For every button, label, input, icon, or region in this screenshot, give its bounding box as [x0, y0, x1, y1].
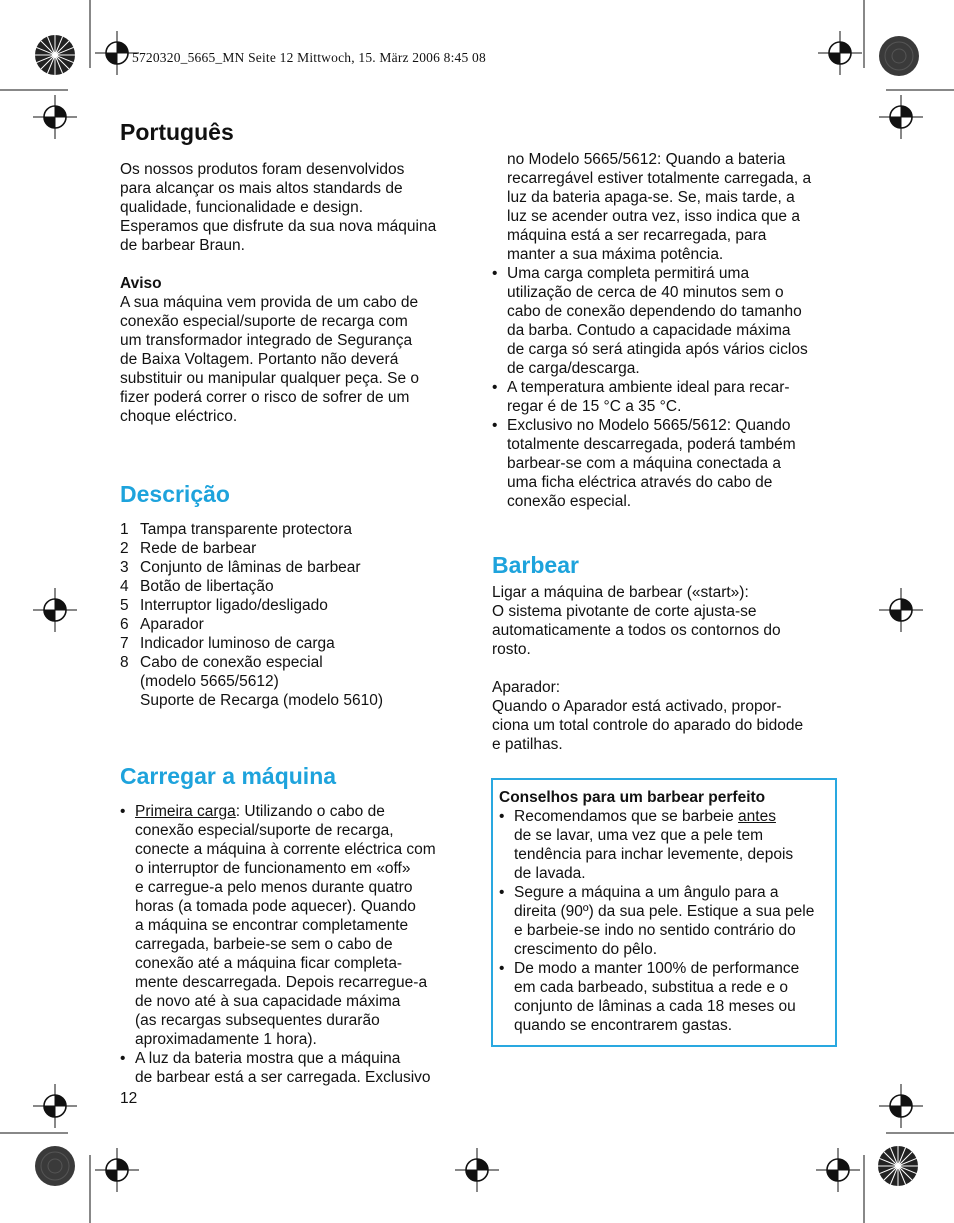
trimmer-line: e patilhas. [492, 736, 563, 753]
trimmer-line: Quando o Aparador está activado, propor- [492, 698, 782, 715]
tip-line: e barbeie-se indo no sentido contrário do [514, 922, 796, 939]
list-item [499, 883, 829, 959]
charging-bullets [120, 802, 465, 1087]
bullet-glyph: • [499, 808, 505, 825]
tip-line: crescimento do pêlo. [514, 941, 658, 958]
item-number: 7 [120, 635, 129, 652]
tip-line: de se lavar, uma vez que a pele tem [514, 827, 764, 844]
list-item [492, 416, 837, 511]
tip-underlined: antes [738, 808, 776, 825]
item-number: 4 [120, 578, 129, 595]
warning-line: conexão especial/suporte de recarga com [120, 313, 408, 330]
tip-line: de lavada. [514, 865, 586, 882]
trimmer-line: ciona um total controle do aparado do bidode [492, 717, 804, 734]
description-title: Descrição [120, 481, 230, 507]
item-text: Rede de barbear [140, 540, 257, 557]
bullet-line: luz se acender outra vez, isso indica que a [507, 208, 800, 225]
bullet-line: aproximadamente 1 hora). [135, 1031, 317, 1048]
bullet-line: regar é de 15 °C a 35 °C. [507, 398, 682, 415]
shaving-line: automaticamente a todos os contornos do [492, 622, 781, 639]
list-item [120, 1049, 465, 1087]
tip-line: quando se encontrarem gastas. [514, 1017, 732, 1034]
charging-title: Carregar a máquina [120, 763, 337, 789]
item-number: 8 [120, 654, 129, 671]
bullet-line: de novo até à sua capacidade máxima [135, 993, 401, 1010]
bullet-line: máquina está a ser recarregada, para [507, 227, 767, 244]
bullet-line: uma ficha eléctrica através do cabo de [507, 474, 773, 491]
bullet-line: conexão especial/suporte de recarga, [135, 822, 394, 839]
bullet-line: a máquina se encontrar completamente [135, 917, 409, 934]
item-text: Aparador [140, 616, 204, 633]
item-number: 6 [120, 616, 129, 633]
bullet-line: conexão até a máquina ficar completa- [135, 955, 403, 972]
bullet-line: mente descarregada. Depois recarregue-a [135, 974, 428, 991]
list-item [120, 634, 465, 653]
trimmer-line: Aparador: [492, 679, 561, 696]
item-text: Tampa transparente protectora [140, 521, 352, 538]
list-item [120, 539, 465, 558]
bullet-glyph: • [499, 884, 505, 901]
list-item [120, 558, 465, 577]
warning-line: substituir ou manipular qualquer peça. Se o [120, 370, 419, 387]
item-number: 5 [120, 597, 129, 614]
bullet-text: : Utilizando o cabo de [235, 803, 385, 820]
bullet-line: Uma carga completa permitirá uma [507, 265, 750, 282]
bullet-line: recarregável estiver totalmente carregada, a [507, 170, 812, 187]
list-item [120, 653, 465, 710]
tip-line: tendência para inchar levemente, depois [514, 846, 794, 863]
item-number: 1 [120, 521, 129, 538]
bullet-glyph: • [499, 960, 505, 977]
bullet-line: luz da bateria apaga-se. Se, mais tarde, a [507, 189, 795, 206]
left-column [120, 118, 465, 1087]
item-text: (modelo 5665/5612) [140, 673, 279, 690]
trimmer-paragraph [492, 678, 837, 754]
bullet-line: A luz da bateria mostra que a máquina [135, 1050, 401, 1067]
list-item [120, 577, 465, 596]
bullet-line: e carregue-a pelo menos durante quatro [135, 879, 413, 896]
list-item [492, 264, 837, 378]
item-text: Indicador luminoso de carga [140, 635, 335, 652]
bullet-line: da barba. Contudo a capacidade máxima [507, 322, 791, 339]
parts-list [120, 520, 465, 710]
language-title: Português [120, 119, 234, 145]
bullet-line: conexão especial. [507, 493, 632, 510]
charging-bullets-cont [492, 264, 837, 511]
item-text: Botão de libertação [140, 578, 274, 595]
bullet-line: (as recargas subsequentes durarão [135, 1012, 380, 1029]
tip-line: em cada barbeado, substitua a rede e o [514, 979, 789, 996]
warning-line: de Baixa Voltagem. Portanto não deverá [120, 351, 399, 368]
intro-line: Esperamos que disfrute da sua nova máquina [120, 218, 437, 235]
tip-line: conjunto de lâminas a cada 18 meses ou [514, 998, 796, 1015]
bullet-line: horas (a tomada pode aquecer). Quando [135, 898, 416, 915]
item-text: Conjunto de lâminas de barbear [140, 559, 361, 576]
bullet-line: o interruptor de funcionamento em «off» [135, 860, 411, 877]
list-item [499, 807, 829, 883]
warning-section [120, 274, 465, 426]
tip-line: direita (90º) da sua pele. Estique a sua pele [514, 903, 815, 920]
intro-line: Os nossos produtos foram desenvolvidos [120, 161, 405, 178]
tip-line: De modo a manter 100% de performance [514, 960, 800, 977]
tips-title: Conselhos para um barbear perfeito [499, 789, 766, 806]
item-text: Interruptor ligado/desligado [140, 597, 328, 614]
warning-line: um transformador integrado de Segurança [120, 332, 413, 349]
intro-line: de barbear Braun. [120, 237, 245, 254]
bullet-line: cabo de conexão dependendo do tamanho [507, 303, 802, 320]
shaving-paragraph [492, 583, 837, 659]
tips-bullets [499, 807, 829, 1035]
tips-box [491, 778, 837, 1047]
bullet-line: no Modelo 5665/5612: Quando a bateria [507, 151, 786, 168]
warning-heading: Aviso [120, 275, 162, 292]
bullet-line: totalmente descarregada, poderá também [507, 436, 796, 453]
warning-line: choque eléctrico. [120, 408, 238, 425]
list-item [120, 520, 465, 539]
shaving-line: rosto. [492, 641, 531, 658]
list-item [120, 596, 465, 615]
bullet-glyph: • [120, 1050, 126, 1067]
warning-line: A sua máquina vem provida de um cabo de [120, 294, 419, 311]
right-column [492, 150, 837, 754]
shaving-line: Ligar a máquina de barbear («start»): [492, 584, 749, 601]
bullet-line: de barbear está a ser carregada. Exclusivo [135, 1069, 431, 1086]
page-number: 12 [120, 1090, 138, 1107]
bullet-line: de carga/descarga. [507, 360, 640, 377]
warning-line: fizer poderá correr o risco de sofrer de um [120, 389, 410, 406]
bullet-line: conecte a máquina à corrente eléctrica com [135, 841, 436, 858]
shaving-title: Barbear [492, 552, 579, 578]
bullet-glyph: • [120, 803, 126, 820]
item-number: 2 [120, 540, 129, 557]
bullet-glyph: • [492, 379, 498, 396]
bullet-line: Exclusivo no Modelo 5665/5612: Quando [507, 417, 791, 434]
tip-text: Recomendamos que se barbeie [514, 808, 739, 825]
list-item [120, 615, 465, 634]
print-header: 5720320_5665_MN Seite 12 Mittwoch, 15. März 2006 8:45 08 [132, 50, 486, 65]
charging-continuation [492, 150, 837, 264]
intro-paragraph [120, 160, 465, 255]
bullet-line: de carga só será atingida após vários ciclos [507, 341, 808, 358]
bullet-line: barbear-se com a máquina conectada a [507, 455, 781, 472]
item-number: 3 [120, 559, 129, 576]
bullet-glyph: • [492, 265, 498, 282]
bullet-line: utilização de cerca de 40 minutos sem o [507, 284, 784, 301]
bullet-line: manter a sua máxima potência. [507, 246, 724, 263]
bullet-line: A temperatura ambiente ideal para recar- [507, 379, 790, 396]
shaving-line: O sistema pivotante de corte ajusta-se [492, 603, 757, 620]
item-text: Suporte de Recarga (modelo 5610) [140, 692, 383, 709]
intro-line: para alcançar os mais altos standards de [120, 180, 403, 197]
tip-line: Segure a máquina a um ângulo para a [514, 884, 779, 901]
bullet-glyph: • [492, 417, 498, 434]
intro-line: qualidade, funcionalidade e design. [120, 199, 364, 216]
list-item [499, 959, 829, 1035]
bullet-line: carregada, barbeie-se sem o cabo de [135, 936, 393, 953]
first-charge-label: Primeira carga [135, 803, 236, 820]
list-item [120, 802, 465, 1049]
item-text: Cabo de conexão especial [140, 654, 323, 671]
list-item [492, 378, 837, 416]
